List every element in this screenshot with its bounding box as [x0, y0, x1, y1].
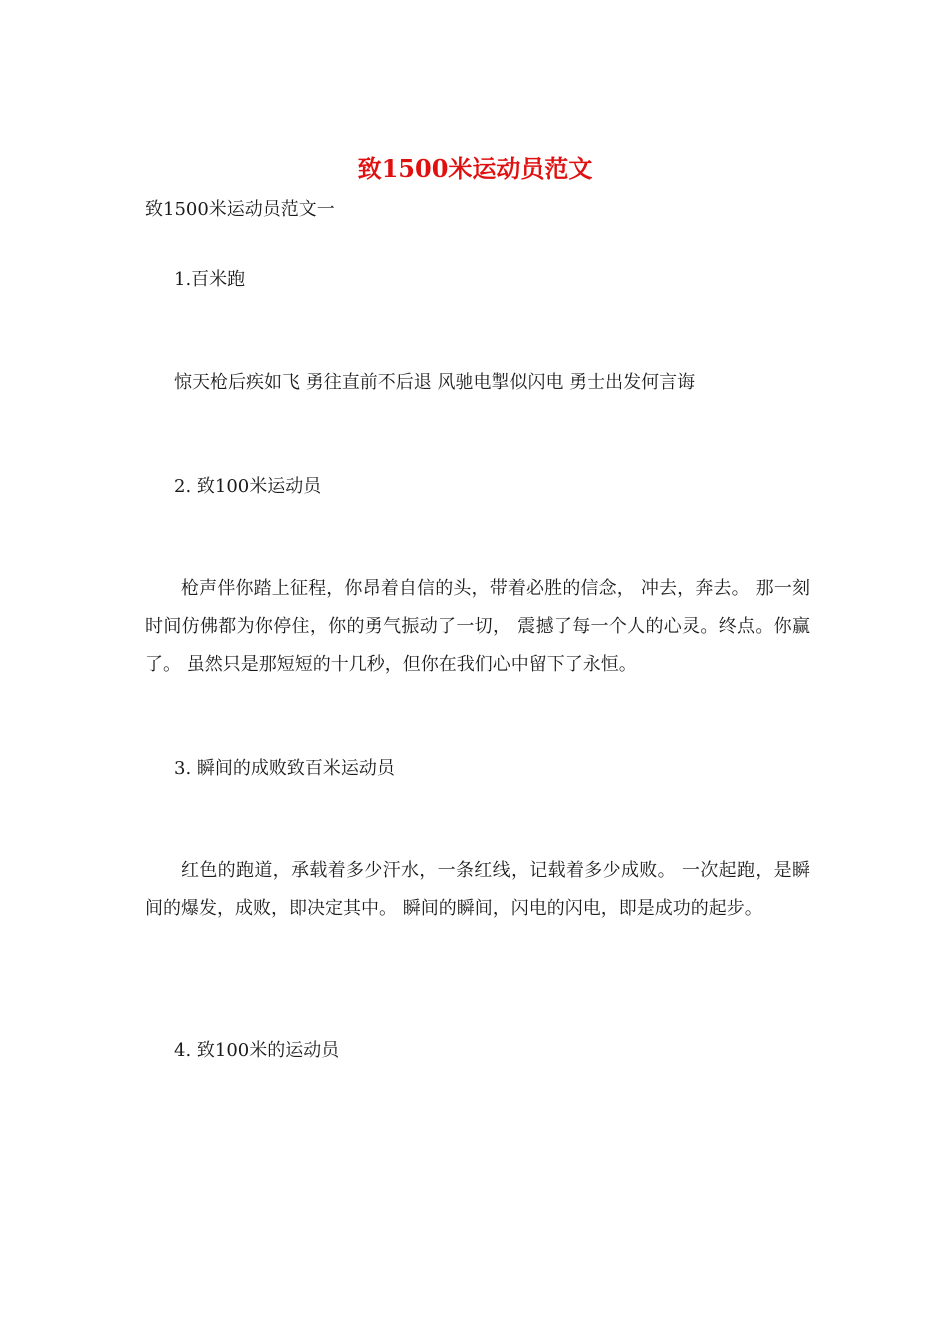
section-body: 枪声伴你踏上征程，你昂着自信的头，带着必胜的信念， 冲去，奔去。 那一刻时间仿佛都为你停住，你的勇气振动了一切， 震撼了每一个人的心灵。终点。你赢了。 虽然只是那短短的十几秒，但你在我们心中留下了永恒。: [145, 578, 810, 675]
document-subtitle: 致1500米运动员范文一: [145, 199, 335, 220]
section-heading: 2. 致100米运动员: [174, 476, 322, 497]
section-heading: 1.百米跑: [174, 269, 246, 290]
document-title: 致1500米运动员范文: [357, 154, 593, 183]
section-heading: 3. 瞬间的成败致百米运动员: [174, 758, 395, 779]
section-heading: 4. 致100米的运动员: [174, 1040, 340, 1061]
section-body: 红色的跑道，承载着多少汗水，一条红线，记载着多少成败。 一次起跑，是瞬间的爆发，成败，即决定其中。 瞬间的瞬间，闪电的闪电，即是成功的起步。: [145, 860, 810, 919]
section-body: 惊天枪后疾如飞 勇往直前不后退 风驰电掣似闪电 勇士出发何言诲: [174, 372, 696, 393]
